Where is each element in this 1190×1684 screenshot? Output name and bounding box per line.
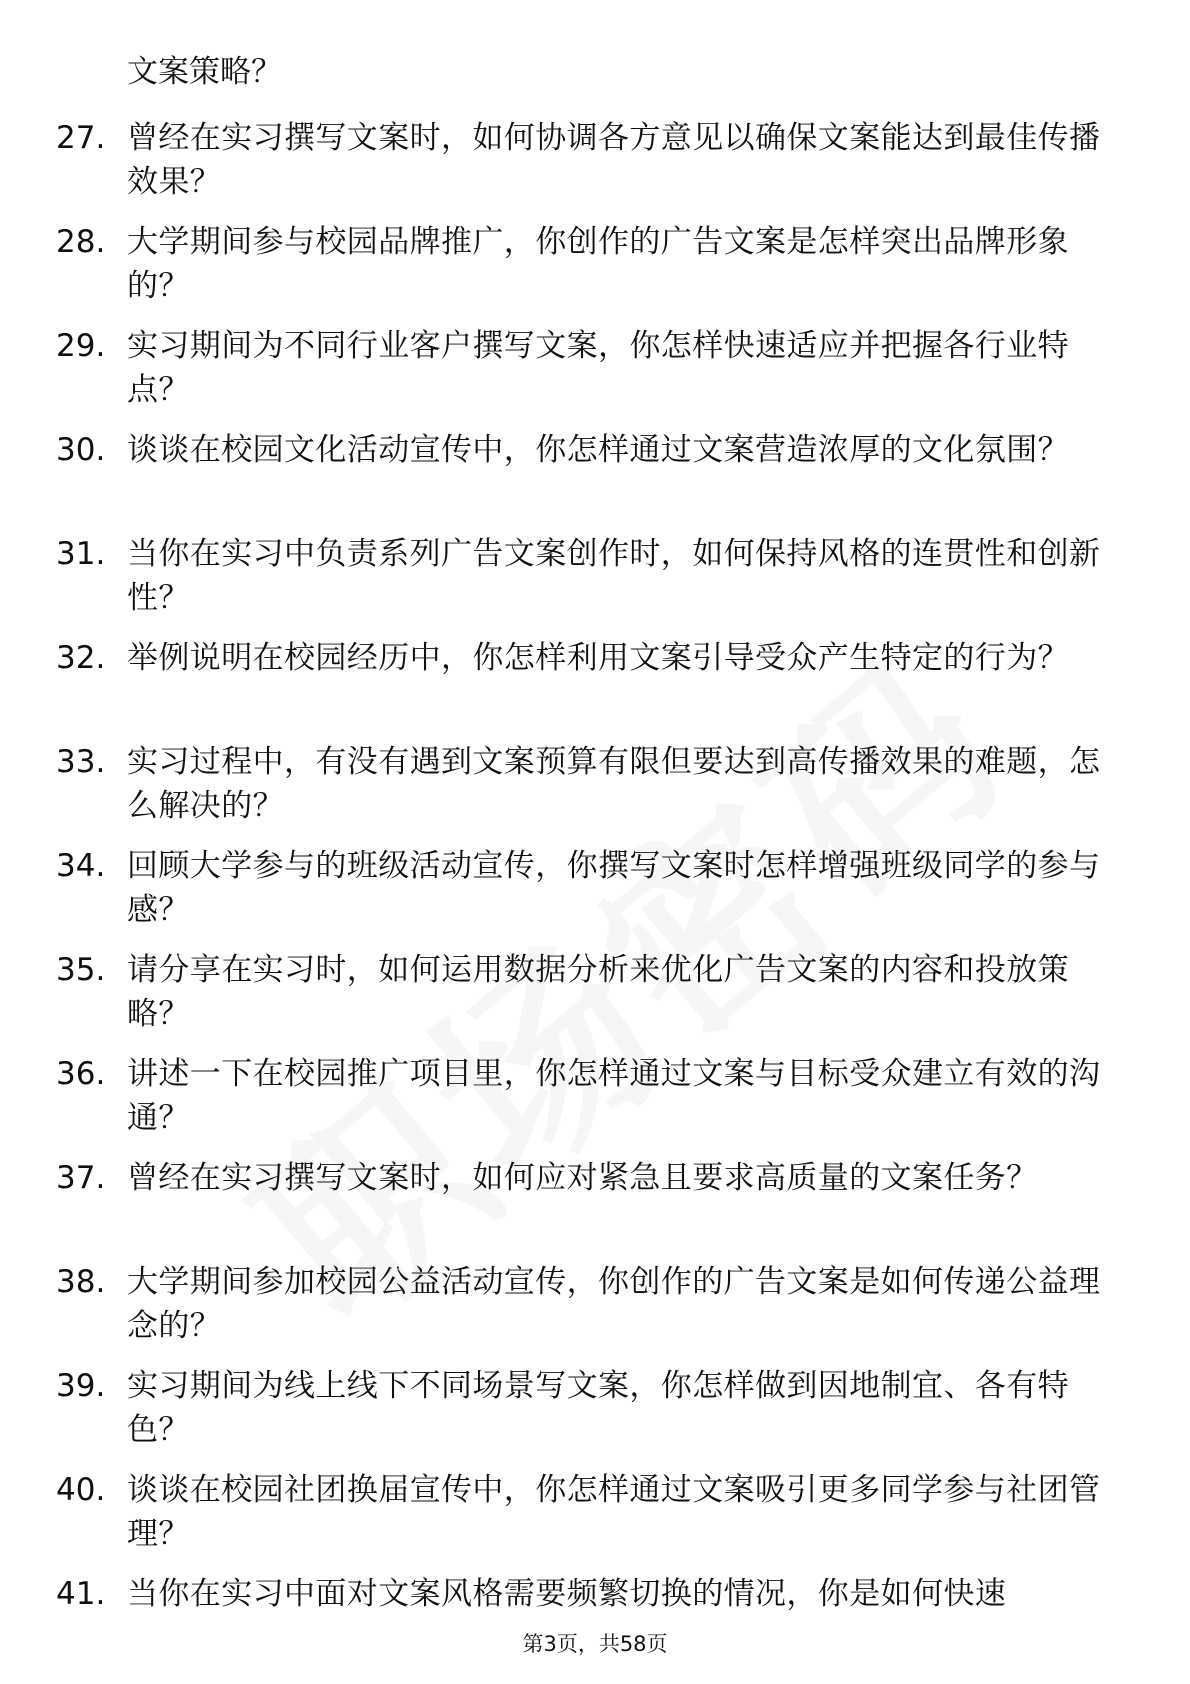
question-number: 36. bbox=[56, 1056, 106, 1092]
question-text: 曾经在实习撰写文案时，如何应对紧急且要求高质量的文案任务？ bbox=[127, 1160, 1038, 1196]
list-item bbox=[0, 1572, 1190, 1676]
list-item bbox=[0, 220, 1190, 324]
question-number: 40. bbox=[56, 1472, 106, 1508]
question-number: 35. bbox=[56, 952, 106, 988]
question-text: 当你在实习中面对文案风格需要频繁切换的情况，你是如何快速 bbox=[127, 1576, 1007, 1612]
question-text: 请分享在实习时，如何运用数据分析来优化广告文案的内容和投放策略？ bbox=[127, 952, 1069, 1032]
question-number: 33. bbox=[56, 744, 106, 780]
question-number: 31. bbox=[56, 536, 106, 572]
page-footer: 第3页，共58页 bbox=[522, 1632, 668, 1656]
question-text: 讲述一下在校园推广项目里，你怎样通过文案与目标受众建立有效的沟通？ bbox=[127, 1056, 1101, 1136]
question-number: 38. bbox=[56, 1264, 106, 1300]
question-text: 曾经在实习撰写文案时，如何协调各方意见以确保文案能达到最佳传播效果？ bbox=[127, 120, 1101, 200]
list-item bbox=[0, 740, 1190, 844]
continuation-text: 文案策略？ bbox=[127, 54, 282, 90]
question-text: 实习期间为线上线下不同场景写文案，你怎样做到因地制宜、各有特色？ bbox=[127, 1368, 1069, 1448]
question-text: 实习期间为不同行业客户撰写文案，你怎样快速适应并把握各行业特点？ bbox=[127, 328, 1069, 408]
question-text: 谈谈在校园文化活动宣传中，你怎样通过文案营造浓厚的文化氛围？ bbox=[127, 432, 1069, 468]
question-list bbox=[0, 116, 1190, 1676]
question-number: 39. bbox=[56, 1368, 106, 1404]
list-item bbox=[0, 948, 1190, 1052]
question-text: 回顾大学参与的班级活动宣传，你撰写文案时怎样增强班级同学的参与感？ bbox=[127, 848, 1101, 928]
question-number: 27. bbox=[56, 120, 106, 156]
question-number: 37. bbox=[56, 1160, 106, 1196]
list-item bbox=[0, 428, 1190, 532]
question-text: 大学期间参加校园公益活动宣传，你创作的广告文案是如何传递公益理念的？ bbox=[127, 1264, 1101, 1344]
question-number: 28. bbox=[56, 224, 106, 260]
question-text: 谈谈在校园社团换届宣传中，你怎样通过文案吸引更多同学参与社团管理？ bbox=[127, 1472, 1101, 1552]
question-text: 当你在实习中负责系列广告文案创作时，如何保持风格的连贯性和创新性？ bbox=[127, 536, 1101, 616]
question-number: 34. bbox=[56, 848, 106, 884]
list-item bbox=[0, 116, 1190, 220]
question-text: 实习过程中，有没有遇到文案预算有限但要达到高传播效果的难题，怎么解决的？ bbox=[127, 744, 1101, 824]
list-item bbox=[0, 1468, 1190, 1572]
list-item bbox=[0, 1364, 1190, 1468]
list-item bbox=[0, 636, 1190, 740]
list-item bbox=[0, 324, 1190, 428]
list-item bbox=[0, 1156, 1190, 1260]
question-number: 29. bbox=[56, 328, 106, 364]
question-number: 32. bbox=[56, 640, 106, 676]
list-item bbox=[0, 844, 1190, 948]
question-number: 30. bbox=[56, 432, 106, 468]
list-item bbox=[0, 1260, 1190, 1364]
list-item bbox=[0, 1052, 1190, 1156]
list-item bbox=[0, 532, 1190, 636]
question-text: 举例说明在校园经历中，你怎样利用文案引导受众产生特定的行为？ bbox=[127, 640, 1069, 676]
question-text: 大学期间参与校园品牌推广，你创作的广告文案是怎样突出品牌形象的？ bbox=[127, 224, 1069, 304]
question-number: 41. bbox=[56, 1576, 106, 1612]
